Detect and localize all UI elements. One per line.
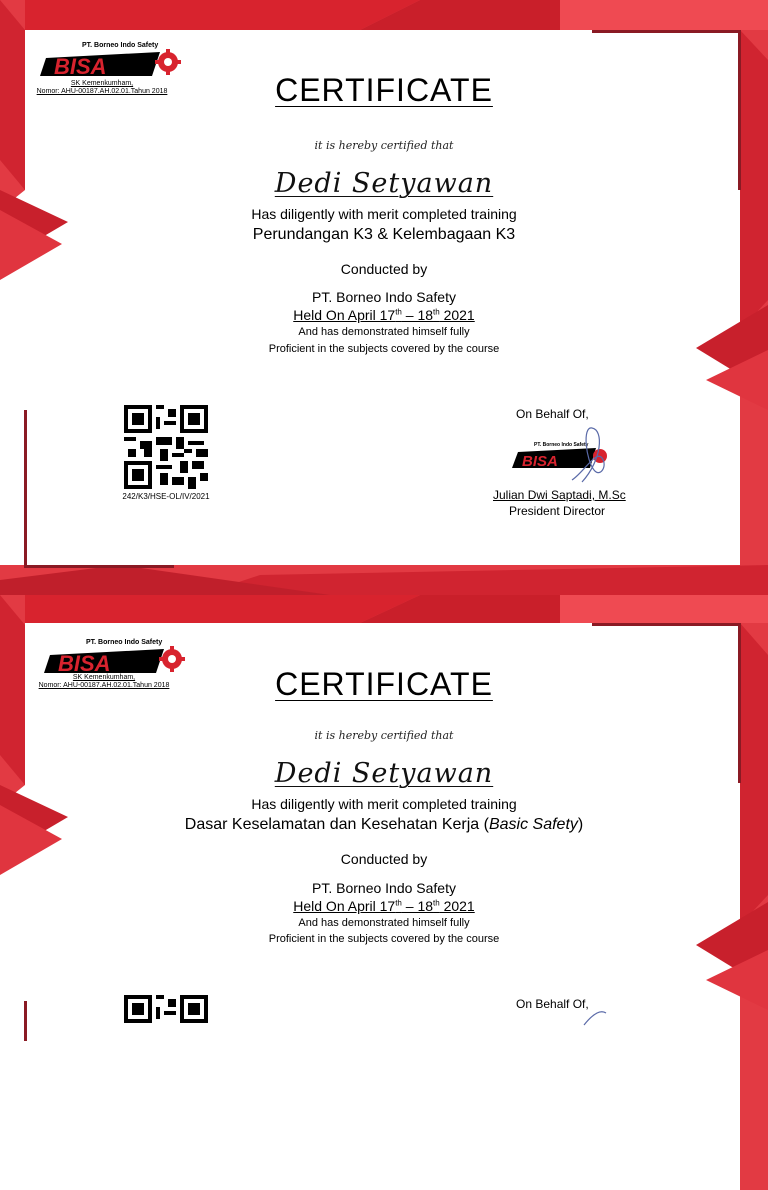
svg-text:PT. Borneo Indo Safety: PT. Borneo Indo Safety [534,442,589,448]
frame-line-bottom [24,565,174,568]
certificate-title: CERTIFICATE [275,72,493,108]
course-name: Perundangan K3 & Kelembagaan K3 [252,226,516,243]
logo-text: BISA [54,54,107,79]
sk-line-1: SK Kemenkumham, [70,80,134,87]
svg-text:BISA: BISA [522,453,558,470]
demonstrated-text: And has demonstrated himself fully [298,917,470,929]
sk-line-2: Nomor: AHU-00187.AH.02.01.Tahun 2018 [38,682,170,689]
recipient-name: Dedi Setyawan [274,168,494,199]
held-date: Held On April 17th – 18th 2021 [293,898,475,914]
frame-line-right [738,30,741,190]
frame-line-top [592,30,741,33]
certified-text: it is hereby certified that [314,139,454,152]
signature-icon [580,1007,610,1027]
qr-code-icon [124,995,208,1079]
qr-code-icon [124,405,208,489]
recipient-name: Dedi Setyawan [274,758,494,789]
logo-text: BISA [58,651,111,676]
qr-code-number: 242/K3/HSE-OL/IV/2021 [122,492,210,501]
sk-line-1: SK Kemenkumham, [72,674,136,681]
conducted-by: Conducted by [340,851,428,867]
proficient-text: Proficient in the subjects covered by the course [268,343,500,355]
signature-icon [512,420,612,490]
diligently-text: Has diligently with merit completed training [251,206,517,222]
certified-text: it is hereby certified that [314,729,454,742]
organizer: PT. Borneo Indo Safety [312,289,456,305]
logo-company-name: PT. Borneo Indo Safety [82,42,159,49]
frame-line-left [24,1001,27,1041]
diligently-text: Has diligently with merit completed training [251,796,517,812]
signer-title: President Director [509,504,606,518]
course-name: Dasar Keselamatan dan Kesehatan Kerja (Basic Safety) [184,816,584,833]
on-behalf-text: On Behalf Of, [516,407,589,421]
sk-line-2: Nomor: AHU-00187.AH.02.01.Tahun 2018 [36,88,168,95]
proficient-text: Proficient in the subjects covered by the course [268,933,500,945]
conducted-by: Conducted by [340,261,428,277]
logo-company-name: PT. Borneo Indo Safety [86,639,163,646]
certificate-title: CERTIFICATE [275,666,493,702]
held-date: Held On April 17th – 18th 2021 [293,307,475,323]
demonstrated-text: And has demonstrated himself fully [298,326,470,338]
signer-name: Julian Dwi Saptadi, M.Sc [493,488,626,502]
frame-line-left [24,410,27,565]
on-behalf-text: On Behalf Of, [516,997,589,1011]
organizer: PT. Borneo Indo Safety [312,880,456,896]
frame-line-top [592,623,741,626]
certificate-2 [0,595,768,1190]
